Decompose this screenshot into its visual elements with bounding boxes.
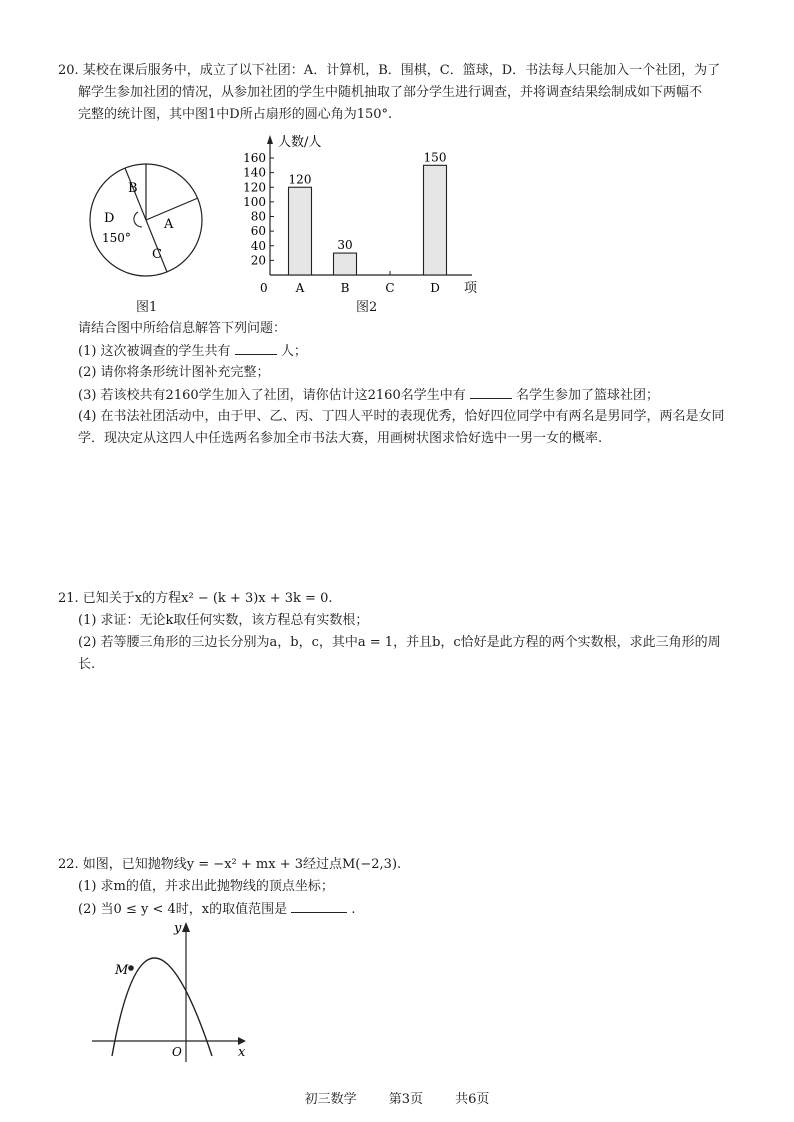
footer-total: 共6页 — [455, 1092, 490, 1107]
bar-D — [424, 165, 447, 275]
q20-line-2: 解学生参加社团的情况，从参加社团的学生中随机抽取了部分学生进行调查，并将调查结果绘制成如下两幅不 — [78, 85, 703, 100]
bar-x-tick-label: B — [340, 281, 350, 295]
bar-data-label-A: 120 — [288, 172, 312, 187]
pie-caption: 图1 — [136, 300, 158, 315]
point-m — [128, 965, 134, 971]
bar-caption: 图2 — [356, 300, 378, 315]
origin-label: O — [172, 1045, 182, 1059]
bar-data-label-B: 30 — [337, 238, 353, 253]
x-axis-label: x — [238, 1045, 246, 1060]
q22-line-1: 22. 如图，已知抛物线y = −x² + mx + 3经过点M(−2,3). — [58, 857, 402, 872]
q22-part-2-pre: (2) 当0 ≤ y < 4时，x的取值范围是 — [78, 902, 288, 917]
bar-y-tick-label: 20 — [250, 253, 266, 268]
q21-line-1: 21. 已知关于x的方程x² − (k + 3)x + 3k = 0. — [58, 591, 333, 606]
pie-chart — [86, 150, 216, 290]
bar-x-tick-label: A — [295, 281, 305, 295]
q20-intro: 请结合图中所给信息解答下列问题： — [78, 321, 287, 336]
pie-label-c: C — [152, 247, 162, 262]
q20-part-1-post: 人； — [280, 344, 307, 359]
q22-part-1: (1) 求m的值，并求出此抛物线的顶点坐标； — [78, 879, 334, 894]
q21-part-2-line-2: 长. — [78, 657, 96, 672]
bar-y-tick-label: 60 — [250, 224, 266, 239]
y-axis-arrow — [182, 922, 190, 932]
q21-part-1: (1) 求证：无论k取任何实数，该方程总有实数根； — [78, 613, 369, 628]
parabola-graph — [88, 916, 258, 1064]
bar-x-tick-label: D — [430, 281, 440, 295]
pie-angle-arc — [134, 212, 142, 227]
q20-part-1-pre: (1) 这次被调查的学生共有 — [78, 344, 231, 359]
pie-label-a: A — [164, 217, 174, 232]
answer-blank-1[interactable] — [235, 342, 277, 355]
q20-part-4-line-2: 学．现决定从这四人中任选两名参加全市书法大赛，用画树状图求恰好选中一男一女的概率. — [78, 431, 603, 446]
bar-y-axis-arrow — [267, 135, 273, 144]
q22-part-2-post: . — [351, 902, 356, 917]
q20-part-2: (2) 请你将条形统计图补充完整； — [78, 365, 270, 380]
pie-angle-label: 150° — [102, 231, 131, 245]
bar-data-label-D: 150 — [423, 150, 447, 165]
footer-subject: 初三数学 — [304, 1092, 357, 1107]
bar-y-axis-label: 人数/人 — [278, 135, 322, 150]
footer-page: 第3页 — [388, 1092, 423, 1107]
bar-y-tick-label: 120 — [243, 180, 266, 195]
q20-line-1: 20. 某校在课后服务中，成立了以下社团：A．计算机，B．围棋，C．篮球，D．书法每人只能加入一个社团，为了 — [58, 63, 721, 78]
bar-y-tick-label: 40 — [250, 238, 266, 253]
bar-y-tick-label: 80 — [250, 209, 266, 224]
bar-B — [334, 253, 357, 275]
q20-part-1 — [78, 342, 307, 361]
q21-part-2-line-1: (2) 若等腰三角形的三边长分别为a，b，c，其中a = 1，并且b，c恰好是此方程的两个实数根，求此三角形的周 — [78, 635, 721, 650]
bar-chart — [236, 132, 496, 302]
bar-origin-label: 0 — [260, 281, 268, 295]
q20-part-3 — [78, 386, 659, 405]
bar-y-tick-label: 140 — [243, 165, 266, 180]
bar-y-tick-label: 100 — [243, 194, 266, 209]
bar-x-axis-label: 项 — [464, 281, 478, 296]
pie-label-b: B — [128, 181, 138, 196]
q20-part-3-post: 名学生参加了篮球社团； — [516, 388, 660, 403]
bar-y-tick-label: 160 — [243, 151, 266, 165]
q20-line-3: 完整的统计图，其中图1中D所占扇形的圆心角为150°. — [78, 107, 393, 122]
pie-label-d: D — [104, 211, 115, 226]
x-axis-arrow — [238, 1037, 246, 1045]
q20-part-3-pre: (3) 若该校共有2160学生加入了社团，请你估计这2160名学生中有 — [78, 388, 466, 403]
q20-part-4-line-1: (4) 在书法社团活动中，由于甲、乙、丙、丁四人平时的表现优秀，恰好四位同学中有两名是男同学，两名是女同 — [78, 409, 725, 424]
y-axis-label: y — [174, 921, 182, 936]
point-m-label: M — [115, 963, 129, 978]
bar-A — [289, 187, 312, 275]
page-footer — [0, 1088, 794, 1107]
answer-blank-q22[interactable] — [291, 900, 347, 913]
answer-blank-3[interactable] — [470, 386, 512, 399]
bar-x-tick-label: C — [385, 281, 395, 295]
